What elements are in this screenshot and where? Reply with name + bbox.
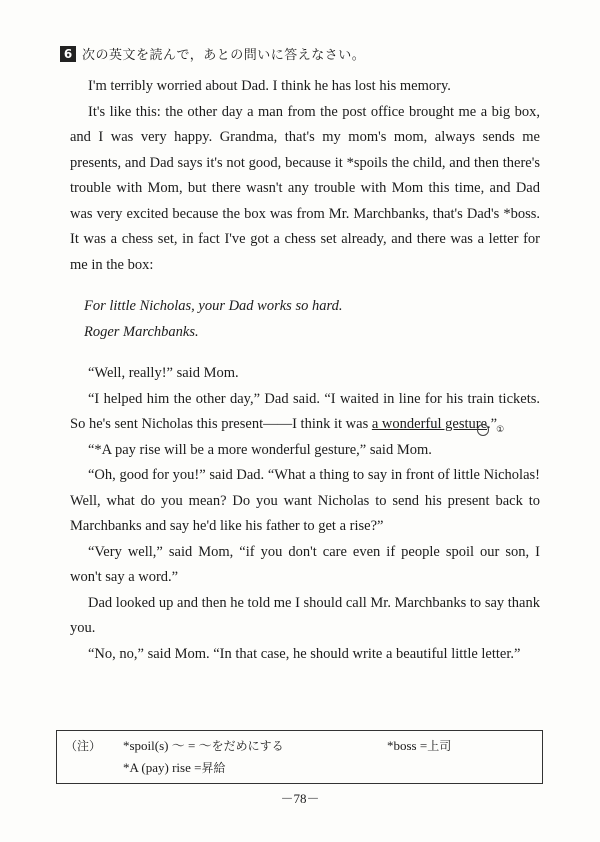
paragraph-2: It's like this: the other day a man from the post office brought me a big box, and I was very happy. Grandma, that's my mom's mom, always sends me presents, and Dad says it's not good, because it *spoils the child, and then there's trouble with Mom, but there wasn't any trouble with Mom this time, and Dad was very excited because the box was from Mr. Marchbanks, that's Dad's *boss. It was a chess set, in fact I've got a chess set already, and there was a letter for me in the box: — [70, 103, 540, 273]
note-rise-term: *A (pay) rise = — [123, 760, 202, 775]
note-spoil-term: *spoil(s) ～ = ～ — [123, 738, 212, 753]
note-boss-term: *boss = — [387, 738, 428, 753]
paragraph-8: Dad looked up and then he told me I should call Mr. Marchbanks to say thank you. — [70, 594, 540, 636]
note-spoil — [123, 735, 284, 757]
paragraph-1: I'm terribly worried about Dad. I think he has lost his memory. — [88, 78, 451, 94]
paragraph-7: “Very well,” said Mom, “if you don't care even if people spoil our son, I won't say a word.” — [70, 543, 540, 585]
note-boss — [387, 735, 451, 757]
notes-box — [56, 730, 543, 784]
paragraph-6: “Oh, good for you!” said Dad. “What a thing to say in front of little Nicholas! Well, what do you mean? Do you want Nicholas to send his present back to Marchbanks and say he'd like his father to get a rise?” — [70, 467, 540, 534]
paragraph-9: “No, no,” said Mom. “In that case, he should write a beautiful little letter.” — [88, 645, 521, 662]
letter-block — [70, 294, 540, 345]
note-rise-meaning: 昇給 — [201, 761, 226, 775]
paragraph-4-after: .” — [487, 416, 498, 432]
underlined-phrase: a wonderful gesture — [371, 416, 488, 432]
paragraph-3: “Well, really!” said Mom. — [88, 365, 239, 381]
passage — [70, 74, 540, 667]
paragraph-4 — [70, 387, 540, 438]
note-boss-meaning: 上司 — [427, 739, 452, 753]
notes-label: （注） — [65, 739, 102, 753]
underline-marker: ① — [477, 424, 489, 436]
question-instruction: 次の英文を読んで，あとの問いに答えなさい。 — [82, 48, 366, 63]
note-spoil-meaning: をだめにする — [211, 739, 284, 753]
letter-line-1: For little Nicholas, your Dad works so hard. — [84, 298, 343, 314]
question-number: 6 — [60, 46, 76, 62]
paragraph-5: “*A pay rise will be a more wonderful gesture,” said Mom. — [88, 441, 432, 458]
page-number: －78－ — [280, 791, 320, 806]
note-rise — [123, 757, 225, 779]
letter-signature: Roger Marchbanks. — [84, 323, 199, 340]
paragraph-4-before: “I helped him the other day,” Dad said. “I waited in line for his train tickets. So he's sent Nicholas this present——I think it was — [70, 390, 540, 432]
question-header — [60, 44, 365, 63]
